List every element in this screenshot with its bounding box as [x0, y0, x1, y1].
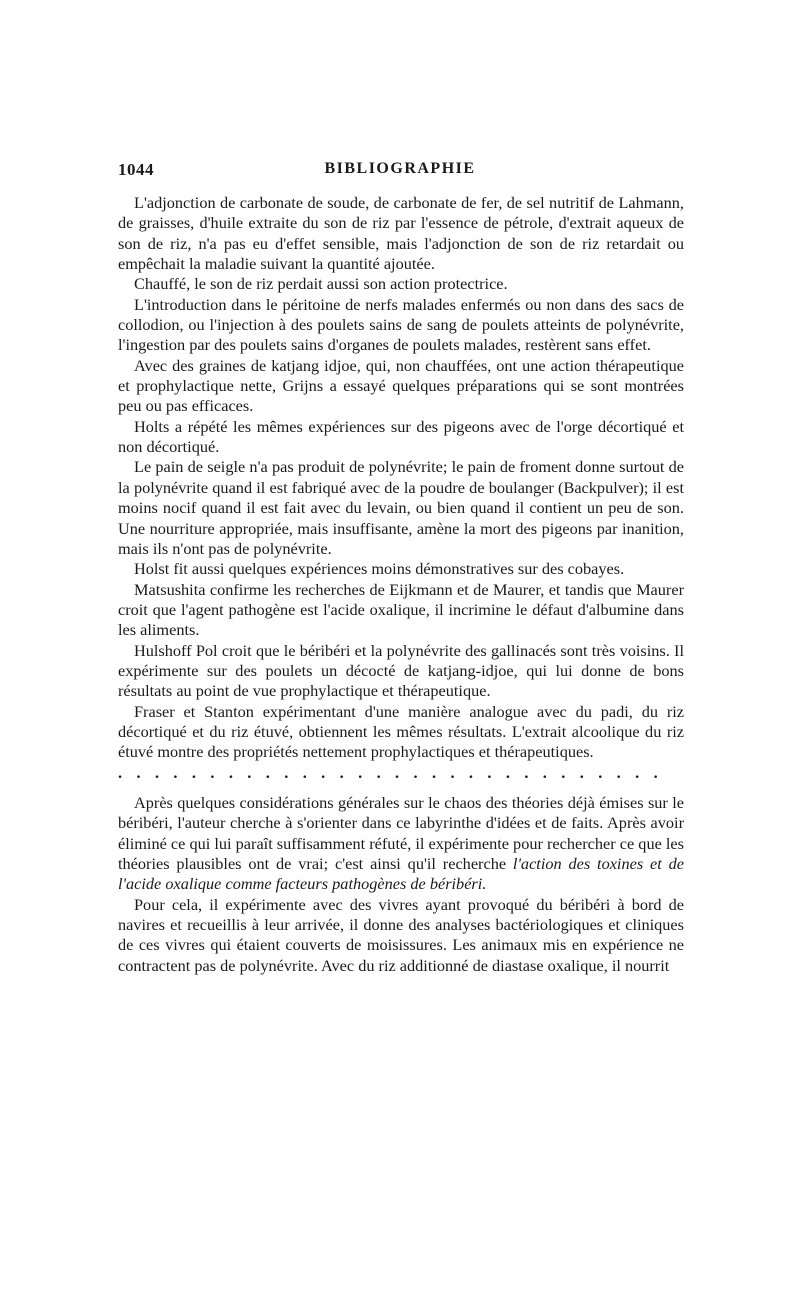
paragraph-holst: Holst fit aussi quelques expériences moins démonstratives sur des cobayes.: [134, 559, 625, 579]
paragraph-chauffe: Chauffé, le son de riz perdait aussi son action protectrice.: [134, 274, 508, 294]
separator-dot: .: [395, 762, 400, 782]
body-text: [118, 193, 684, 976]
separator-dot: .: [653, 762, 658, 782]
paragraph-adjonction: L'adjonction de carbonate de soude, de carbonate de fer, de sel nutritif de Lahmann, de graisses, d'huile extraite du son de riz par l'essence de pétrole, d'extrait aqueux de son de riz, n'a pas eu d'effet sensible, mais l'adjonction de son de riz retardait ou empêchait la maladie suivant la quantité ajoutée.: [118, 193, 684, 274]
separator-dot: .: [524, 762, 529, 782]
separator-dot: .: [321, 762, 326, 782]
separator-dot: .: [505, 762, 510, 782]
paragraph-introduction: L'introduction dans le péritoine de nerfs malades enfermés ou non dans des sacs de collodion, ou l'injection à des poulets sains de sang de poulets atteints de polynévrite, l'ingestion par des poulets sains d'organes de poulets malades, restèrent sans effet.: [118, 294, 684, 355]
separator-dot: .: [450, 762, 455, 782]
italic-emphasis: l'action des toxines et de l'acide oxalique comme facteurs pathogènes de béribéri.: [118, 854, 684, 894]
separator-dot: .: [598, 762, 603, 782]
page-number: 1044: [118, 160, 154, 179]
paragraph-hulshoff-pol: Hulshoff Pol croit que le béribéri et la polynévrite des gallinacés sont très voisins. Il expérimente sur des poulets un décocté de katjang-idjoe, qui lui donne de bons résultats au point de vue prophylactique et thérapeutique.: [118, 640, 684, 701]
paragraph-holts: Holts a répété les mêmes expériences sur des pigeons avec de l'orge décortiqué et non décortiqué.: [118, 416, 684, 457]
separator-dot: .: [154, 762, 160, 782]
separator-dot: .: [210, 762, 215, 782]
separator-dot: .: [376, 762, 381, 782]
paragraph-katjang: Avec des graines de katjang idjoe, qui, non chauffées, ont une action thérapeutique et prophylactique nette, Grijns a essayé quelques préparations qui se sont montrées peu ou pas efficaces.: [118, 355, 684, 416]
section-spacer: [118, 783, 684, 793]
separator-dot: .: [284, 762, 289, 782]
separator-dot: .: [579, 762, 584, 782]
paragraph-matsushita: Matsushita confirme les recherches de Eijkmann et de Maurer, et tandis que Maurer croit que l'agent pathogène est l'acide oxalique, il incrimine le défaut d'albumine dans les aliments.: [118, 579, 684, 640]
separator-dot: .: [339, 762, 344, 782]
separator-dot: .: [173, 762, 178, 782]
separator-dot: .: [118, 762, 123, 782]
separator-dot: .: [616, 762, 621, 782]
separator-dot: .: [191, 762, 196, 782]
header-title: BIBLIOGRAPHIE: [324, 160, 476, 177]
separator-dot: .: [542, 762, 547, 782]
separator-dot: .: [358, 762, 363, 782]
paragraph-apres-quelques: [118, 793, 684, 895]
paragraph-fraser-stanton: Fraser et Stanton expérimentant d'une manière analogue avec du padi, du riz décortiqué et du riz étuvé, obtiennent les mêmes résultats. L'extrait alcoolique du riz étuvé montre des propriétés nettement prophylactiques et thérapeutiques.: [118, 701, 684, 762]
paragraph-pour-cela: Pour cela, il expérimente avec des vivres ayant provoqué du béribéri à bord de navires et recueillis à leur arrivée, il donne des analyses bactériologiques et cliniques de ces vivres qui étaient couverts de moisissures. Les animaux mis en expérience ne contractent pas de polynévrite. Avec du riz additionné de diastase oxalique, il nourrit: [118, 894, 684, 975]
separator-dot: .: [431, 762, 437, 782]
separator-dot: .: [635, 762, 640, 782]
separator-dot: .: [561, 762, 566, 782]
section-separator-dots: [118, 763, 684, 783]
running-head: [118, 160, 682, 184]
separator-dot: .: [413, 762, 418, 782]
separator-dot: .: [265, 762, 270, 782]
separator-dot: .: [487, 762, 492, 782]
apres-quelques-text: Après quelques considérations générales sur le chaos des théories déjà émises sur le béribéri, l'auteur cherche à s'orienter dans ce labyrinthe d'idées et de faits. Après avoir éliminé ce qui lui paraît suffisamment réfuté, il expérimente pour rechercher ce que les théories plausibles ont de vrai; c'est ainsi qu'il recherche: [118, 792, 684, 873]
paragraph-pain-de-seigle: Le pain de seigle n'a pas produit de polynévrite; le pain de froment donne surtout de la polynévrite quand il est fabriqué avec de la poudre de boulanger (Backpulver); il est moins nocif quand il est fait avec du levain, ou bien quand il contient un peu de son. Une nourriture appropriée, mais insuffisante, amène la mort des pigeons par inanition, mais ils n'ont pas de polynévrite.: [118, 457, 684, 558]
separator-dot: .: [302, 762, 307, 782]
separator-dot: .: [247, 762, 252, 782]
separator-dot: .: [136, 762, 141, 782]
separator-dot: .: [228, 762, 233, 782]
separator-dot: .: [468, 762, 473, 782]
